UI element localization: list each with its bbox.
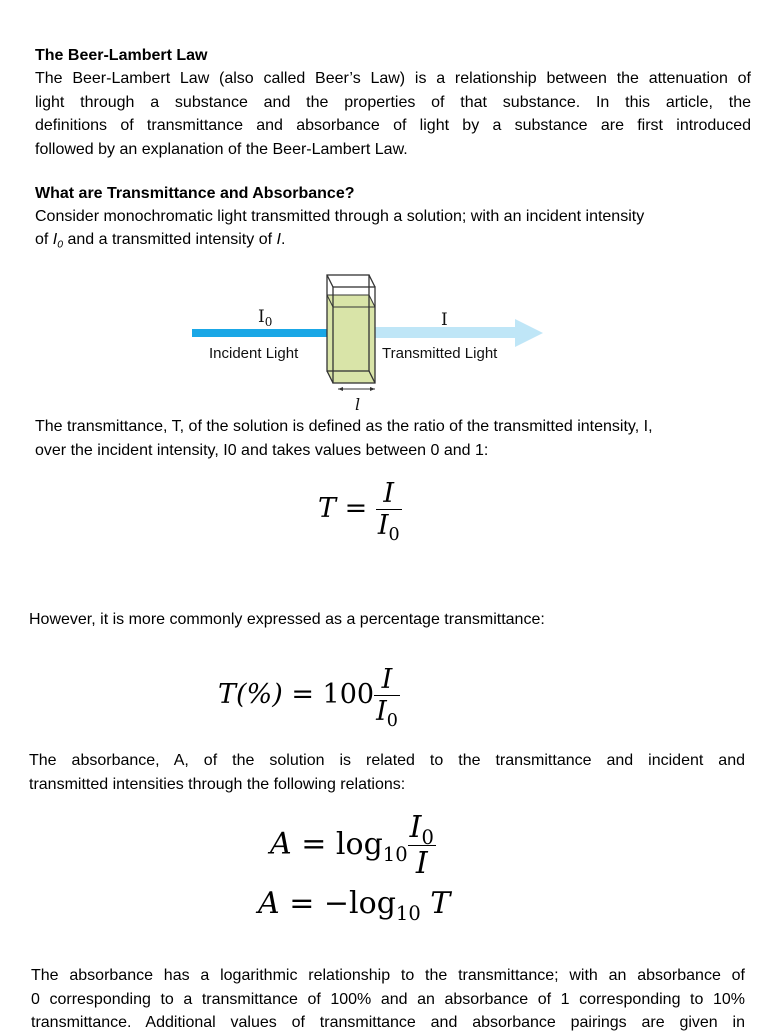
- symbol-i: I: [276, 231, 281, 248]
- eq-coefficient: 100: [322, 679, 375, 710]
- eq-lhs: A: [258, 886, 280, 921]
- minus-sign: −: [323, 886, 350, 921]
- eq-sign: =: [344, 493, 368, 524]
- cuvette-icon: [327, 275, 375, 383]
- transmitted-light-label: Transmitted Light: [382, 345, 498, 362]
- text-fragment: of: [35, 231, 53, 248]
- label-i0: $I_0$: [258, 307, 273, 329]
- eq-sign: =: [301, 826, 327, 862]
- text-fragment: and a transmitted intensity of: [63, 231, 277, 248]
- equation-transmittance: [318, 478, 402, 546]
- text-line: However, it is more commonly expressed as a percentage transmittance:: [29, 611, 545, 628]
- equation-absorbance-log: [270, 810, 436, 881]
- text-line: transmitted intensities through the following relations:: [29, 775, 406, 793]
- eq-lhs: T: [318, 493, 337, 524]
- fraction: $\frac{I}{I_0}$: [377, 478, 400, 546]
- equation-absorbance-neg-log: [258, 886, 451, 925]
- eq-sign: =: [291, 679, 314, 710]
- fraction: $\frac{I}{I_0}$: [376, 664, 398, 732]
- text-line: 0 corresponding to a transmittance of 100% and an absorbance of 1 corresponding to 10%: [31, 990, 745, 1008]
- absorbance-paragraph: [29, 749, 745, 796]
- text-line: light through a substance and the properties of that substance. In this article, the: [35, 93, 751, 111]
- eq-argument: T: [430, 886, 451, 921]
- symbol-i0: $I_0$: [52, 231, 64, 251]
- transmittance-paragraph: [35, 415, 730, 462]
- text-line: The Beer-Lambert Law (also called Beer’s Law) is a relationship between the attenuation of: [35, 70, 751, 87]
- equation-percent-transmittance: [218, 664, 400, 732]
- label-i: I: [441, 310, 448, 330]
- section-heading-transmittance: What are Transmittance and Absorbance?: [35, 185, 355, 202]
- incident-light-label: Incident Light: [209, 345, 299, 362]
- cuvette-diagram: [185, 255, 555, 415]
- text-line: definitions of transmittance and absorbance of light by a substance are first introduced: [35, 117, 751, 134]
- eq-lhs: A: [270, 826, 292, 862]
- log-function: $\log_{10}$: [349, 886, 421, 925]
- fraction: $\frac{I_0}{I}$: [409, 810, 434, 881]
- text-line: The transmittance, T, of the solution is defined as the ratio of the transmitted intensity, I,: [35, 418, 653, 435]
- section-heading-beer-lambert: The Beer-Lambert Law: [35, 47, 208, 64]
- text-line: transmittance. Additional values of transmittance and absorbance pairings are given in: [31, 1014, 745, 1031]
- log-function: $\log_{10}$: [335, 826, 408, 866]
- arrow-head: [515, 319, 543, 347]
- eq-lhs: T(%): [218, 679, 283, 710]
- eq-sign: =: [289, 886, 315, 921]
- text-line: over the incident intensity, I0 and takes values between 0 and 1:: [35, 441, 489, 459]
- text-line: followed by an explanation of the Beer-Lambert Law.: [35, 140, 408, 158]
- intro-paragraph: [35, 67, 751, 161]
- text-line: The absorbance has a logarithmic relationship to the transmittance; with an absorbance of: [31, 967, 745, 984]
- text-line: The absorbance, A, of the solution is related to the transmittance and incident and: [29, 752, 745, 769]
- definition-line: [35, 228, 285, 252]
- text-fragment: .: [280, 231, 286, 248]
- incident-beam: [192, 329, 340, 337]
- text-line: Consider monochromatic light transmitted through a solution; with an incident intensity: [35, 208, 645, 225]
- path-length-label: l: [355, 395, 361, 414]
